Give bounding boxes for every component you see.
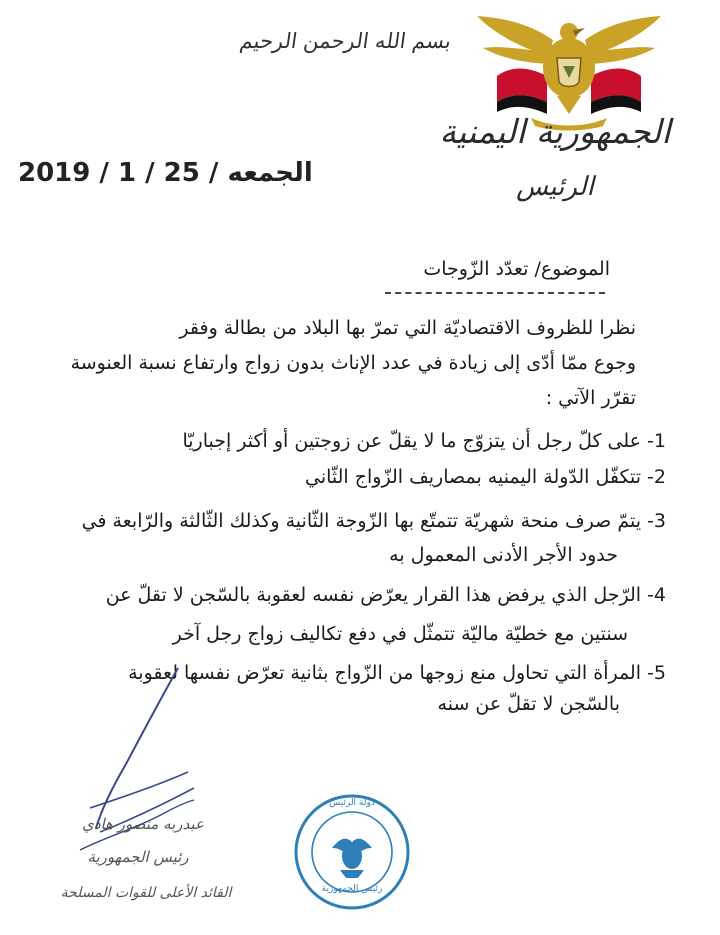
decision-item-3-continuation: حدود الأجر الأدنى المعمول به (389, 544, 618, 566)
decision-item-4-continuation: سنتين مع خطيّة ماليّة تتمثّل في دفع تكاليف زواج رجل آخر (172, 623, 628, 645)
republic-title: الجمهورية اليمنية (439, 112, 671, 151)
basmala-calligraphy: بسم الله الرحمن الرحيم (238, 29, 453, 53)
president-title: الرئيس (516, 172, 594, 202)
decision-item-3: 3- يتمّ صرف منحة شهريّة تتمتّع بها الزّوجة الثّانية وكذلك الثّالثة والرّابعة في (81, 510, 666, 532)
decision-item-5-continuation: بالسّجن لا تقلّ عن سنه (437, 693, 620, 715)
decision-item-4: 4- الرّجل الذي يرفض هذا القرار يعرّض نفسه لعقوبة بالسّجن لا تقلّ عن (105, 584, 666, 606)
presidential-seal-icon (292, 792, 412, 912)
signatory-name: عبدربه منصور هادي (82, 815, 204, 833)
signatory-title: رئيس الجمهورية (87, 848, 189, 866)
intro-line: وجوع ممّا أدّى إلى زيادة في عدد الإناث بدون زواج وارتفاع نسبة العنوسة (70, 352, 636, 374)
intro-line: تقرّر الآتي : (545, 387, 636, 409)
subject-divider (385, 292, 605, 294)
subject-line: الموضوع/ تعدّد الزّوجات (423, 258, 610, 280)
seal-bottom-text: رئيس الجمهورية (321, 884, 383, 894)
decision-item-2: 2- تتكفّل الدّولة اليمنيه بمصاريف الزّواج الثّاني (305, 466, 666, 488)
signatory-role: القائد الأعلى للقوات المسلحة (60, 885, 232, 901)
document-date: 2019 / 1 / 25 / الجمعه (18, 158, 313, 188)
seal-top-text: دولة الرئيس (329, 798, 375, 808)
decision-item-1: 1- على كلّ رجل أن يتزوّج ما لا يقلّ عن زوجتين أو أكثر إجباريّا (182, 430, 666, 452)
intro-line: نظرا للظروف الاقتصاديّة التي تمرّ بها البلاد من بطالة وفقر (179, 317, 636, 339)
decision-item-5: 5- المرأة التي تحاول منع زوجها من الزّواج بثانية تعرّض نفسها لعقوبة (128, 662, 666, 684)
